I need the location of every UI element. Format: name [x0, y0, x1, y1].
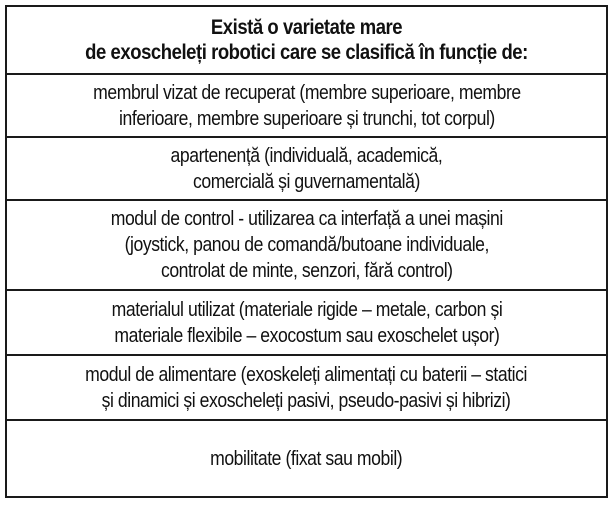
row-line: modul de alimentare (exoskeleți alimentați cu baterii – statici: [85, 363, 528, 386]
row-text: [84, 206, 530, 284]
row-line: controlat de minte, senzori, fără control): [160, 260, 453, 282]
header-text: [55, 15, 558, 65]
header-line: Există o varietate mare: [210, 16, 403, 39]
row-line: apartenență (individuală, academică,: [170, 144, 443, 167]
table-row-target-limb: [7, 75, 606, 138]
row-text: [197, 446, 415, 472]
table-row-power-supply: [7, 356, 606, 421]
classification-table: [5, 5, 608, 498]
row-line: mobilitate (fixat sau mobil): [210, 447, 403, 470]
row-line: comercială și guvernamentală): [193, 170, 420, 193]
row-text: [85, 297, 529, 349]
row-line: (joystick, panou de comandă/butoane individuale,: [124, 234, 489, 256]
header-line: de exoscheleți robotici care se clasifică în funcție de:: [85, 41, 528, 64]
row-line: membrul vizat de recuperat (membre superioare, membre: [92, 81, 521, 104]
table-row-material: [7, 291, 606, 356]
row-line: inferioare, membre superioare și trunchi, tot corpul): [118, 107, 495, 130]
row-text: [152, 143, 461, 195]
table-row-control-mode: [7, 201, 606, 291]
row-line: materiale flexibile – exocostum sau exoschelet ușor): [113, 324, 500, 347]
row-line: modul de control - utilizarea ca interfață a unei mașini: [110, 208, 503, 230]
row-line: materialul utilizat (materiale rigide – metale, carbon și: [111, 298, 502, 321]
table-row-affiliation: [7, 138, 606, 201]
row-text: [64, 80, 550, 132]
table-row-mobility: [7, 421, 606, 496]
row-text: [55, 362, 557, 414]
table-header: [7, 7, 606, 75]
row-line: și dinamici și exoscheleți pasivi, pseudo-pasivi și hibrizi): [102, 389, 511, 412]
